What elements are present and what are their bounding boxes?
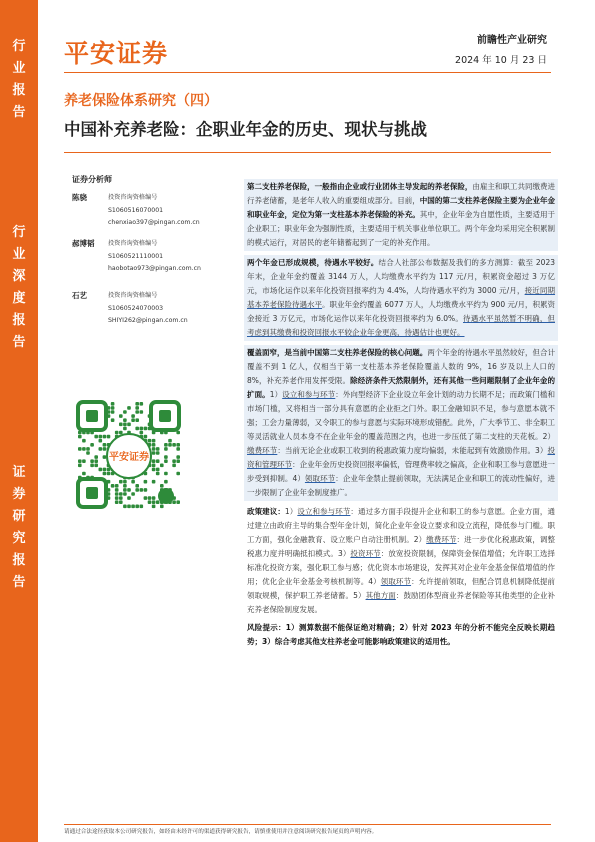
text-run: 投资环节 bbox=[350, 549, 381, 558]
analyst-cert-number: S1060524070003 bbox=[108, 304, 164, 312]
main-body bbox=[247, 179, 555, 653]
footer-disclaimer: 请通过合法途径获取本公司研究报告，如经由未经许可的渠道获得研究报告，请慎重使用并注意阅读研究报告尾页的声明内容。 bbox=[64, 829, 378, 835]
footer-divider bbox=[64, 824, 551, 825]
title-divider bbox=[64, 152, 551, 153]
report-title: 中国补充养老险：企职业年金的历史、现状与挑战 bbox=[64, 120, 427, 139]
analyst-cert-label: 投资咨询资格编号 bbox=[108, 194, 158, 201]
text-run: 除经济条件天然限制外，还有其他一些问题限制了企业年金的扩面。 bbox=[247, 376, 556, 399]
report-date: 2024 年 10 月 23 日 bbox=[455, 55, 547, 66]
text-run: 中国的第二支柱养老保险主要为企业年金和职业年金，定位为第一支柱基本养老保险的补充。 bbox=[247, 196, 556, 219]
text-run: ：企业年金禁止提前领取，无法满足企业和职工的流动性偏好，进一步限制了企业年金制度推广。 bbox=[247, 474, 556, 497]
text-run: 两个年金的待遇水平虽然较好，但合计覆盖不到 1 亿人，仅相当于第一支柱基本养老保险覆盖人数的 9%，16 岁及以上人口的 8%，补充养老作用发挥受限。 bbox=[247, 348, 556, 385]
text-run: 设立和参与环节 bbox=[297, 507, 351, 516]
text-run: 政策建议： bbox=[247, 507, 285, 516]
analyst-cert-label: 投资咨询资格编号 bbox=[108, 292, 158, 299]
analyst-name: 石艺 bbox=[72, 291, 87, 300]
side-label-industry-report: 行 业 报 告 bbox=[12, 39, 26, 120]
paragraph-policy bbox=[247, 505, 555, 617]
text-run: 投资和管理环节 bbox=[247, 446, 555, 469]
text-run: ：允许提前领取，但配合罚息机制降低提前领取规模，保护职工养老储蓄。5） bbox=[247, 577, 556, 600]
text-run: 结合人社部公布数据及我们的多方测算：截至 2023 年末，企业年金约覆盖 3144 万人，人均缴费水平约为 117 元/月，积累资金超过 3 万亿元，市场化运作以来年化投资回报率约为 4.4%，人均待遇水平约为 3000 元/月， bbox=[247, 258, 555, 295]
qr-code[interactable] bbox=[74, 398, 184, 514]
analyst-cert-label: 投资咨询资格编号 bbox=[108, 240, 158, 247]
paragraph-overview bbox=[244, 179, 558, 251]
report-type: 前瞻性产业研究 bbox=[477, 35, 547, 46]
analysts-heading: 证券分析师 bbox=[72, 175, 112, 184]
analyst-cert-number: S1060516070001 bbox=[108, 206, 164, 214]
paragraph-coverage bbox=[244, 345, 558, 501]
header-divider bbox=[64, 72, 551, 73]
text-run: 接近同期基本养老保险待遇水平 bbox=[247, 286, 556, 309]
text-run: 风险提示：1）测算数据不能保证绝对精确；2）针对 2023 年的分析不能完全反映长期趋势；3）综合考虑其他支柱养老金可能影响政策建议的适用性。 bbox=[247, 623, 555, 646]
text-run: ：进一步优化税惠政策，调整税惠力度并明确抵扣模式。3） bbox=[247, 535, 555, 558]
text-run: 缴费环节 bbox=[426, 535, 457, 544]
text-run: ：外向型经济下企业设立年金计划的动力长期不足；而政策门槛和市场门槛，又将相当一部分具有意愿的企业拒之门外。职工金融知识不足，参与意愿本就不强；工会力量薄弱，又令职工的参与意愿与实际环境形成错配。此外，广大季节工、非全职工等灵活就业人员本身不在企业年金的覆盖范围之内，也进一步压低了第二支柱的天花板。2） bbox=[247, 390, 556, 441]
analyst-email[interactable]: haobotao973@pingan.com.cn bbox=[108, 265, 201, 272]
text-run: 领取环节 bbox=[304, 474, 336, 483]
side-label-securities-research-report: 证 券 研 究 报 告 bbox=[12, 465, 26, 590]
text-run: 由雇主和职工共同缴费进行养老储蓄，是老年人收入的重要组成部分。目前， bbox=[247, 182, 555, 205]
text-run: 其他方面 bbox=[365, 591, 396, 600]
pingan-securities-logo: 平安证券 bbox=[64, 39, 169, 68]
series-subtitle: 养老保险体系研究（四） bbox=[64, 93, 218, 109]
text-run: ：鼓励团体型商业养老保险等其他类型的企业补充养老保险制度发展。 bbox=[247, 591, 555, 614]
text-run: 待遇水平虽然暂不明确，但考虑到其缴费和投资回报水平较企业年金更高，待遇估计也更好。 bbox=[247, 314, 555, 337]
analyst-name: 郝博韬 bbox=[72, 239, 95, 248]
paragraph-risk bbox=[247, 621, 555, 649]
text-run: ：通过多方面手段提升企业和职工的参与意愿。企业方面，通过建立由政府主导的集合型年金计划，简化企业年金设立要求和设立流程，降低参与门槛。职工方面，强化金融教育、设立账户自动注册机制。2） bbox=[247, 507, 556, 544]
analyst-email[interactable]: chenxiao397@pingan.com.cn bbox=[108, 219, 200, 226]
text-run: 设立和参与环节 bbox=[282, 390, 336, 399]
side-bar bbox=[0, 0, 38, 842]
text-run: 缴费环节 bbox=[247, 446, 278, 455]
text-run: 。职业年金约覆盖 6077 万人，人均缴费水平约为 900 元/月，积累资金接近 3 万亿元，市场化运作以来年化投资回报率约为 6.0%。 bbox=[247, 300, 556, 323]
text-run: ：当前无论企业或职工收到的税惠政策力度均偏弱，未能起到有效激励作用。3） bbox=[277, 446, 548, 455]
text-run: 其中，企业年金为自愿性质，主要适用于企业职工；职业年金为强制性质，主要适用于机关事业单位职工。两个年金均采用完全积累制的模式运行，对居民的老年储蓄起到了一定的补充作用。 bbox=[247, 210, 556, 247]
analyst-name: 陈骁 bbox=[72, 193, 87, 202]
text-run: 第二支柱养老保险，一般指由企业或行业团体主导发起的养老保险， bbox=[247, 182, 473, 191]
analyst-email[interactable]: SHIYI262@pingan.com.cn bbox=[108, 317, 188, 324]
text-run: 1） bbox=[284, 507, 298, 516]
text-run: ：企业年金历史投资回报率偏低，管理费率较之偏高，企业和职工参与意愿进一步受到抑制。4） bbox=[247, 460, 556, 483]
text-run: ：放宽投资限制，保障资金保值增值；允许职工选择标准化投资方案，强化职工参与感；优化资本市场建设，发挥其对企业年金基金保值增值的作用；优化企业年金基金考核机制等。4） bbox=[247, 549, 556, 586]
analyst-cert-number: S1060521110001 bbox=[108, 252, 164, 260]
text-run: 两个年金已形成规模，待遇水平较好。 bbox=[247, 258, 379, 267]
paragraph-scale bbox=[244, 255, 558, 341]
text-run: 1） bbox=[269, 390, 283, 399]
text-run: 领取环节 bbox=[380, 577, 412, 586]
qr-logo-text: 平安证券 bbox=[109, 452, 149, 463]
text-run: 覆盖面窄，是当前中国第二支柱养老保险的核心问题。 bbox=[247, 348, 428, 357]
side-label-industry-depth-report: 行 业 深 度 报 告 bbox=[12, 225, 26, 350]
